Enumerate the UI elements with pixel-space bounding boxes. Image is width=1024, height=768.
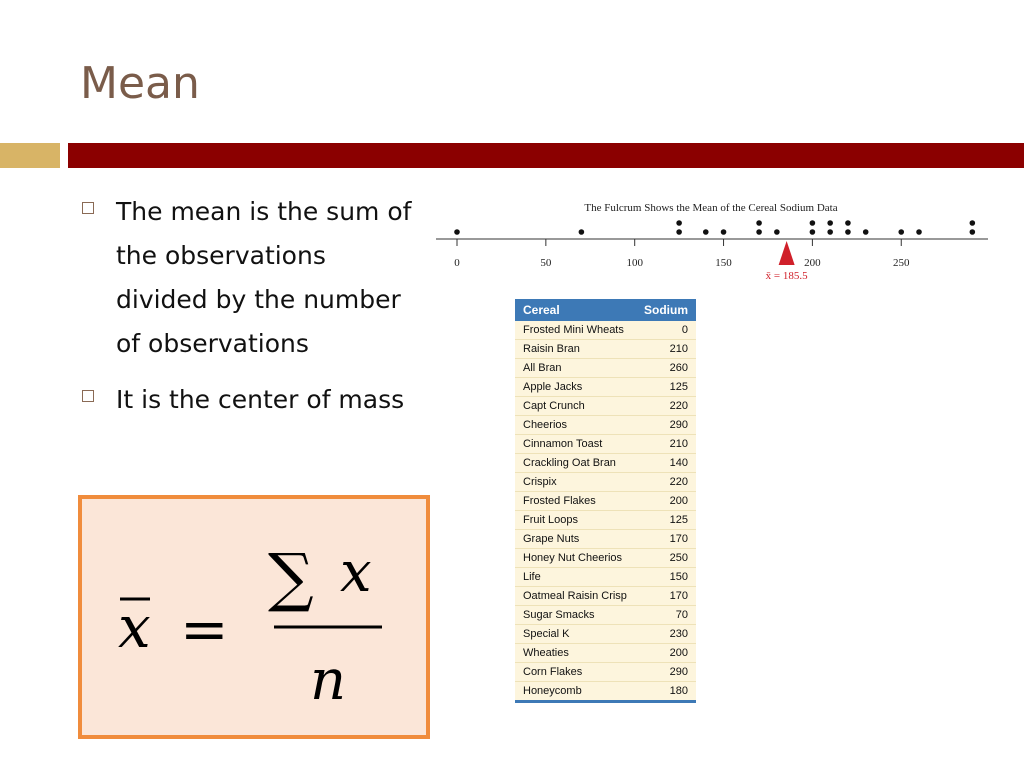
data-point [970, 220, 976, 226]
cereal-name-cell: Sugar Smacks [515, 606, 636, 625]
mean-label: x̄ = 185.5 [765, 270, 808, 282]
tick-label: 0 [454, 257, 460, 269]
cereal-name-cell: Corn Flakes [515, 663, 636, 682]
cereal-name-cell: Frosted Flakes [515, 492, 636, 511]
sodium-value-cell: 170 [636, 530, 696, 549]
sodium-value-cell: 210 [636, 435, 696, 454]
cereal-name-cell: Wheaties [515, 644, 636, 663]
table-row [515, 511, 696, 530]
table-row [515, 587, 696, 606]
cereal-sodium-table [515, 299, 696, 703]
cereal-name-cell: Frosted Mini Wheats [515, 321, 636, 340]
table-row [515, 321, 696, 340]
cereal-name-cell: Oatmeal Raisin Crisp [515, 587, 636, 606]
accent-bar-gold [0, 143, 60, 168]
data-point [774, 229, 780, 235]
data-point [827, 220, 833, 226]
table-row [515, 397, 696, 416]
cereal-name-cell: Honeycomb [515, 682, 636, 702]
data-point [810, 229, 816, 235]
cereal-name-cell: Fruit Loops [515, 511, 636, 530]
table-row [515, 435, 696, 454]
fulcrum-triangle [779, 241, 795, 265]
formula-sigma: ∑ [268, 541, 314, 615]
table-row [515, 644, 696, 663]
sodium-value-cell: 200 [636, 492, 696, 511]
bullet-text: It is the center of mass [116, 385, 405, 414]
data-point [721, 229, 727, 235]
cereal-name-cell: Cinnamon Toast [515, 435, 636, 454]
data-point [454, 229, 460, 235]
slide-title: Mean [80, 58, 200, 109]
table-row [515, 682, 696, 702]
table-row [515, 473, 696, 492]
tick-label: 50 [540, 257, 552, 269]
cereal-name-cell: Crispix [515, 473, 636, 492]
sodium-value-cell: 230 [636, 625, 696, 644]
table-row [515, 454, 696, 473]
tick-label: 150 [715, 257, 732, 269]
formula-xbar: x [118, 593, 151, 661]
square-bullet-icon [82, 390, 94, 402]
bullet-item [82, 190, 452, 366]
data-point [970, 229, 976, 235]
data-point [676, 229, 682, 235]
table-row [515, 530, 696, 549]
data-point [898, 229, 904, 235]
column-header-cereal: Cereal [515, 299, 636, 321]
sodium-value-cell: 200 [636, 644, 696, 663]
tick-label: 250 [893, 257, 910, 269]
sodium-value-cell: 290 [636, 663, 696, 682]
mean-formula [82, 499, 426, 735]
data-point [916, 229, 922, 235]
cereal-name-cell: Special K [515, 625, 636, 644]
cereal-name-cell: Cheerios [515, 416, 636, 435]
square-bullet-icon [82, 202, 94, 214]
table-row [515, 340, 696, 359]
table-row [515, 606, 696, 625]
sodium-value-cell: 220 [636, 397, 696, 416]
accent-bar-red [68, 143, 1024, 168]
sodium-value-cell: 180 [636, 682, 696, 702]
tick-label: 100 [626, 257, 643, 269]
data-point [756, 229, 762, 235]
data-point [863, 229, 869, 235]
chart-title: The Fulcrum Shows the Mean of the Cereal Sodium Data [584, 202, 838, 214]
cereal-name-cell: Life [515, 568, 636, 587]
sodium-value-cell: 250 [636, 549, 696, 568]
column-header-sodium: Sodium [636, 299, 696, 321]
table-row [515, 378, 696, 397]
sodium-value-cell: 210 [636, 340, 696, 359]
formula-denominator: n [310, 648, 347, 713]
table-row [515, 549, 696, 568]
table-row [515, 663, 696, 682]
data-point [703, 229, 709, 235]
cereal-name-cell: All Bran [515, 359, 636, 378]
fulcrum-dot-plot [436, 196, 992, 291]
table-row [515, 359, 696, 378]
cereal-name-cell: Grape Nuts [515, 530, 636, 549]
data-point [827, 229, 833, 235]
bullet-text: The mean is the sum of the observations divided by the number of observations [116, 197, 412, 358]
sodium-value-cell: 290 [636, 416, 696, 435]
data-point [756, 220, 762, 226]
formula-numerator-x: x [340, 540, 372, 605]
data-point [810, 220, 816, 226]
sodium-value-cell: 220 [636, 473, 696, 492]
sodium-value-cell: 125 [636, 511, 696, 530]
cereal-name-cell: Honey Nut Cheerios [515, 549, 636, 568]
mean-formula-box [78, 495, 430, 739]
cereal-name-cell: Capt Crunch [515, 397, 636, 416]
sodium-value-cell: 260 [636, 359, 696, 378]
bullet-item [82, 378, 452, 422]
tick-label: 200 [804, 257, 821, 269]
cereal-name-cell: Crackling Oat Bran [515, 454, 636, 473]
data-point [845, 220, 851, 226]
data-point [579, 229, 585, 235]
sodium-value-cell: 125 [636, 378, 696, 397]
bullet-list [82, 190, 452, 434]
sodium-value-cell: 0 [636, 321, 696, 340]
sodium-value-cell: 170 [636, 587, 696, 606]
formula-equals: = [180, 595, 229, 663]
cereal-name-cell: Apple Jacks [515, 378, 636, 397]
table-row [515, 625, 696, 644]
data-point [676, 220, 682, 226]
sodium-value-cell: 150 [636, 568, 696, 587]
sodium-value-cell: 140 [636, 454, 696, 473]
table-row [515, 492, 696, 511]
data-point [845, 229, 851, 235]
cereal-name-cell: Raisin Bran [515, 340, 636, 359]
table-row [515, 416, 696, 435]
table-row [515, 568, 696, 587]
table-header-row [515, 299, 696, 321]
sodium-value-cell: 70 [636, 606, 696, 625]
